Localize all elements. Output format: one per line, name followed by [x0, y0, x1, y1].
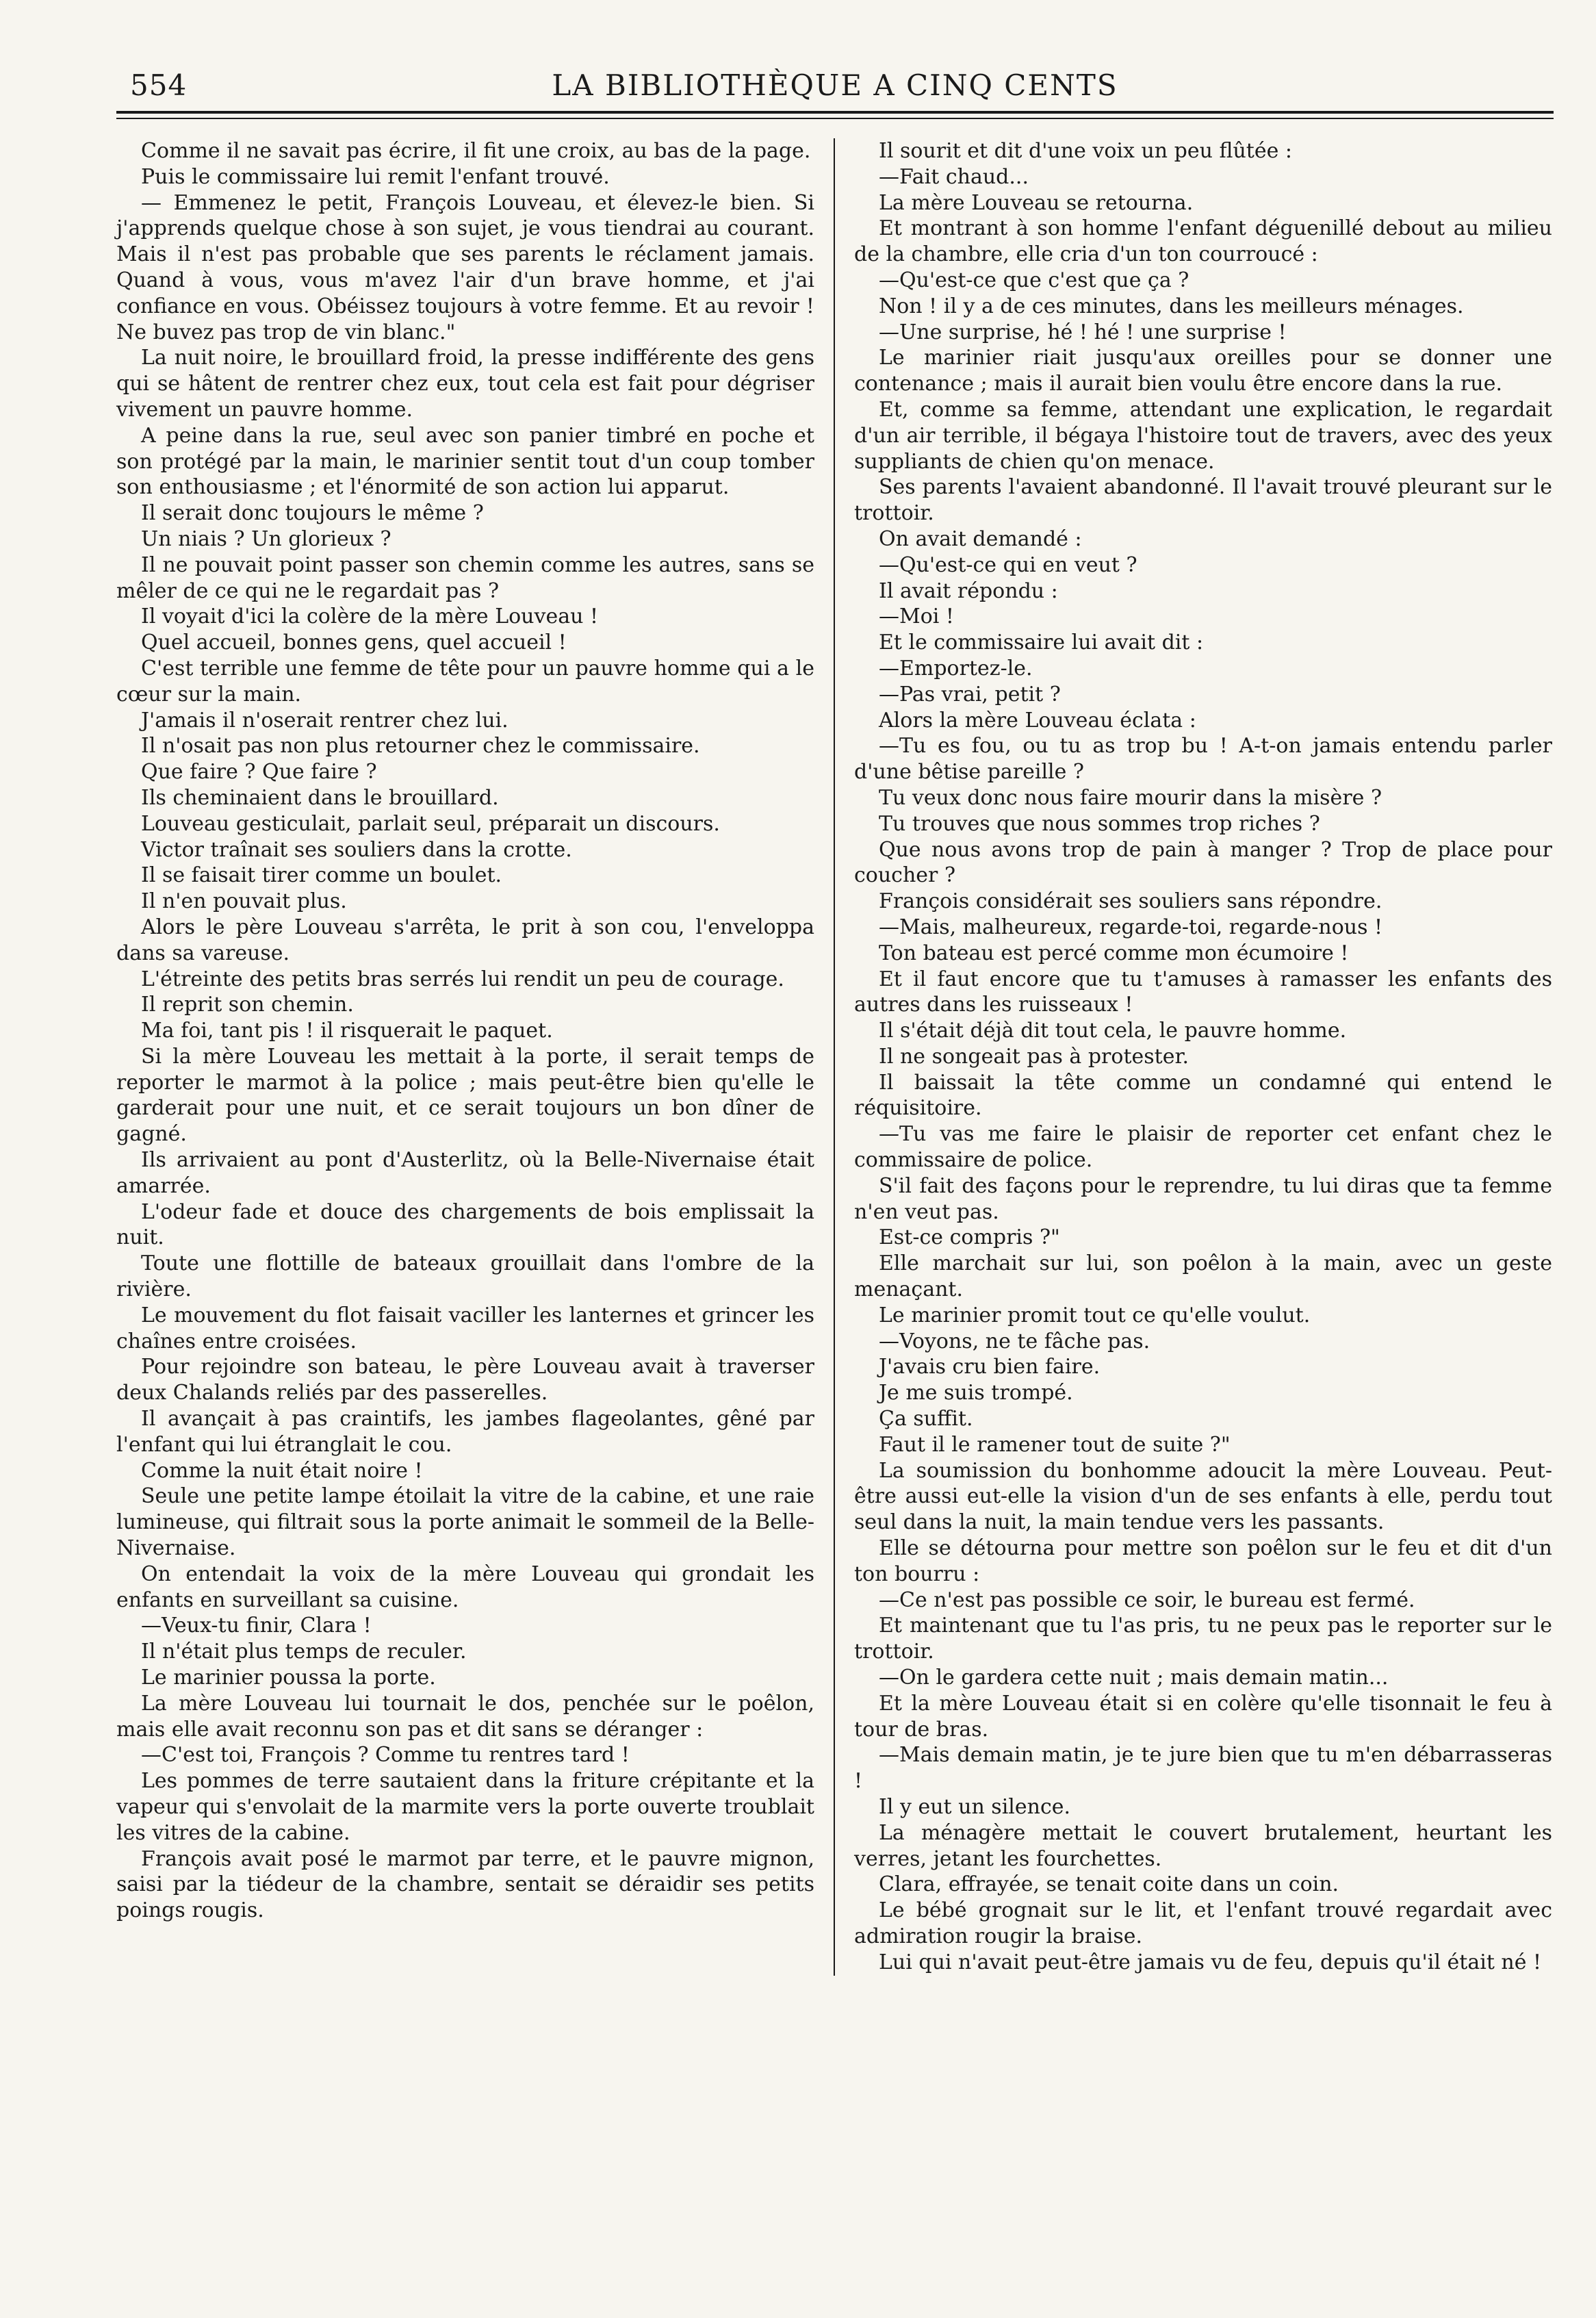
paragraph: Faut il le ramener tout de suite ?" — [879, 1432, 1231, 1457]
paragraph: On entendait la voix de la mère Louveau qui grondait les enfants en surveillant sa cuisine. — [116, 1562, 814, 1612]
paragraph: François avait posé le marmot par terre, et le pauvre mignon, saisi par la tiédeur de la chambre, sentait se déraidir ses petits poings rougis. — [116, 1846, 814, 1923]
paragraph: Seule une petite lampe étoilait la vitre de la cabine, et une raie lumineuse, qui filtrait sous la porte animait le sommeil de la Belle-Nivernaise. — [116, 1484, 814, 1561]
paragraph: Que nous avons trop de pain à manger ? Trop de place pour coucher ? — [854, 837, 1552, 888]
header-rule-thin — [116, 118, 1554, 119]
paragraph: Ils cheminaient dans le brouillard. — [141, 785, 499, 810]
text-columns — [116, 138, 1554, 1976]
paragraph: La soumission du bonhomme adoucit la mère Louveau. Peut-être aussi eut-elle la vision d'un de ses enfants à elle, perdu tout seul dans la nuit, la main tendue vers les passants. — [854, 1458, 1552, 1535]
paragraph: L'étreinte des petits bras serrés lui rendit un peu de courage. — [141, 967, 784, 991]
left-column — [116, 138, 814, 1976]
paragraph: Que faire ? Que faire ? — [141, 760, 377, 785]
paragraph: Il n'osait pas non plus retourner chez le commissaire. — [141, 734, 700, 759]
paragraph: Si la mère Louveau les mettait à la porte, il serait temps de reporter le marmot à la police ; mais peut-être bien qu'elle le garderait pour une nuit, et ce serait toujours un bon dîner de gagné. — [116, 1044, 814, 1147]
page-header — [116, 63, 1554, 105]
paragraph: Ils arrivaient au pont d'Austerlitz, où la Belle-Nivernaise était amarrée. — [116, 1148, 814, 1198]
paragraph: Il n'était plus temps de reculer. — [141, 1640, 467, 1664]
paragraph: Clara, effrayée, se tenait coite dans un coin. — [879, 1872, 1339, 1897]
paragraph: —Emportez-le. — [879, 656, 1033, 680]
paragraph: —Tu es fou, ou tu as trop bu ! A-t-on jamais entendu parler d'une bêtise pareille ? — [854, 734, 1552, 785]
paragraph: Toute une flottille de bateaux grouillait dans l'ombre de la rivière. — [116, 1251, 814, 1302]
paragraph: Louveau gesticulait, parlait seul, préparait un discours. — [141, 811, 720, 836]
paragraph: Lui qui n'avait peut-être jamais vu de feu, depuis qu'il était né ! — [879, 1950, 1542, 1974]
paragraph: Et il faut encore que tu t'amuses à ramasser les enfants des autres dans les ruisseaux ! — [854, 967, 1552, 1017]
header-rule-thick — [116, 111, 1554, 114]
paragraph: Et montrant à son homme l'enfant déguenillé debout au milieu de la chambre, elle cria d'un ton courroucé : — [854, 216, 1552, 267]
paragraph: Ma foi, tant pis ! il risquerait le paquet. — [141, 1019, 553, 1043]
paragraph: François considérait ses souliers sans répondre. — [879, 889, 1382, 914]
paragraph: Comme la nuit était noire ! — [141, 1458, 423, 1483]
paragraph: Et la mère Louveau était si en colère qu'elle tisonnait le feu à tour de bras. — [854, 1691, 1552, 1742]
paragraph: —Fait chaud... — [879, 164, 1029, 189]
paragraph: J'amais il n'oserait rentrer chez lui. — [141, 708, 509, 733]
page — [116, 63, 1554, 2288]
paragraph: Il y eut un silence. — [879, 1795, 1071, 1819]
paragraph: La mère Louveau lui tournait le dos, penchée sur le poêlon, mais elle avait reconnu son pas et dit sans se déranger : — [116, 1691, 814, 1742]
paragraph: Le marinier poussa la porte. — [141, 1666, 436, 1690]
paragraph: Tu veux donc nous faire mourir dans la misère ? — [879, 785, 1382, 810]
paragraph: Il s'était déjà dit tout cela, le pauvre homme. — [879, 1019, 1347, 1043]
paragraph: On avait demandé : — [879, 526, 1082, 551]
paragraph: Ça suffit. — [879, 1407, 973, 1431]
paragraph: Il avançait à pas craintifs, les jambes flageolantes, gêné par l'enfant qui lui étranglait le cou. — [116, 1407, 814, 1457]
paragraph: La mère Louveau se retourna. — [879, 190, 1194, 215]
paragraph: —Pas vrai, petit ? — [879, 682, 1061, 706]
paragraph: —Une surprise, hé ! hé ! une surprise ! — [879, 320, 1287, 344]
paragraph: Alors la mère Louveau éclata : — [879, 708, 1196, 733]
paragraph: L'odeur fade et douce des chargements de bois emplissait la nuit. — [116, 1199, 814, 1250]
paragraph: —Moi ! — [879, 604, 954, 629]
paragraph: Il sourit et dit d'une voix un peu flûtée : — [879, 139, 1292, 163]
running-title: LA BIBLIOTHÈQUE A CINQ CENTS — [552, 68, 1118, 102]
paragraph: Et le commissaire lui avait dit : — [879, 631, 1204, 655]
paragraph: Comme il ne savait pas écrire, il fit une croix, au bas de la page. — [141, 139, 811, 163]
paragraph: Quel accueil, bonnes gens, quel accueil ! — [141, 631, 567, 655]
paragraph: Et, comme sa femme, attendant une explication, le regardait d'un air terrible, il bégaya l'histoire tout de travers, avec des yeux suppliants de chien qu'on menace. — [854, 397, 1552, 474]
paragraph: —Ce n'est pas possible ce soir, le bureau est fermé. — [879, 1588, 1415, 1612]
page-number: 554 — [130, 68, 188, 102]
paragraph: Les pommes de terre sautaient dans la friture crépitante et la vapeur qui s'envolait de la marmite vers la porte ouverte troublait les vitres de la cabine. — [116, 1769, 814, 1845]
paragraph: Pour rejoindre son bateau, le père Louveau avait à traverser deux Chalands reliés par des passerelles. — [116, 1355, 814, 1405]
paragraph: —Veux-tu finir, Clara ! — [141, 1614, 372, 1638]
paragraph: —C'est toi, François ? Comme tu rentres tard ! — [141, 1743, 630, 1768]
paragraph: Il n'en pouvait plus. — [141, 889, 347, 914]
paragraph: C'est terrible une femme de tête pour un pauvre homme qui a le cœur sur la main. — [116, 656, 814, 706]
paragraph: Il reprit son chemin. — [141, 993, 354, 1017]
paragraph: Le marinier promit tout ce qu'elle voulut. — [879, 1303, 1311, 1327]
paragraph: Le marinier riait jusqu'aux oreilles pour se donner une contenance ; mais il aurait bien voulu être encore dans la rue. — [854, 346, 1552, 396]
paragraph: Ses parents l'avaient abandonné. Il l'avait trouvé pleurant sur le trottoir. — [854, 475, 1552, 526]
paragraph: —On le gardera cette nuit ; mais demain matin... — [879, 1666, 1389, 1690]
paragraph: Puis le commissaire lui remit l'enfant trouvé. — [141, 164, 610, 189]
column-separator — [834, 138, 835, 1976]
paragraph: Un niais ? Un glorieux ? — [141, 526, 391, 551]
paragraph: Elle se détourna pour mettre son poêlon sur le feu et dit d'un ton bourru : — [854, 1536, 1552, 1586]
paragraph: Il serait donc toujours le même ? — [141, 501, 484, 526]
paragraph: —Tu vas me faire le plaisir de reporter cet enfant chez le commissaire de police. — [854, 1122, 1552, 1173]
paragraph: —Mais demain matin, je te jure bien que tu m'en débarrasseras ! — [854, 1743, 1552, 1794]
paragraph: Elle marchait sur lui, son poêlon à la main, avec un geste menaçant. — [854, 1251, 1552, 1302]
paragraph: J'avais cru bien faire. — [879, 1355, 1101, 1379]
paragraph: Il voyait d'ici la colère de la mère Louveau ! — [141, 604, 598, 629]
paragraph: —Mais, malheureux, regarde-toi, regarde-nous ! — [879, 915, 1383, 939]
paragraph: Il baissait la tête comme un condamné qui entend le réquisitoire. — [854, 1070, 1552, 1121]
paragraph: — Emmenez le petit, François Louveau, et élevez-le bien. Si j'apprends quelque chose à son sujet, je vous tiendrai au courant. Mais il n'est pas probable que ses parents le réclament jamais. Quand à vous, vous m'avez l'air d'un brave homme, et j'ai confiance en vous. Obéissez toujours à votre femme. Et au revoir ! Ne buvez pas trop de vin blanc." — [116, 190, 814, 344]
paragraph: La nuit noire, le brouillard froid, la presse indifférente des gens qui se hâtent de rentrer chez eux, tout cela est fait pour dégriser vivement un pauvre homme. — [116, 346, 814, 422]
paragraph: Victor traînait ses souliers dans la crotte. — [141, 837, 572, 862]
paragraph: Tu trouves que nous sommes trop riches ? — [879, 811, 1320, 836]
paragraph: —Qu'est-ce que c'est que ça ? — [879, 268, 1189, 292]
paragraph: Est-ce compris ?" — [879, 1225, 1060, 1250]
right-column — [854, 138, 1552, 1976]
paragraph: Le bébé grognait sur le lit, et l'enfant trouvé regardait avec admiration rougir la braise. — [854, 1898, 1552, 1948]
paragraph: Il ne pouvait point passer son chemin comme les autres, sans se mêler de ce qui ne le regardait pas ? — [116, 552, 814, 603]
paragraph: Alors le père Louveau s'arrêta, le prit à son cou, l'enveloppa dans sa vareuse. — [116, 915, 814, 965]
paragraph: S'il fait des façons pour le reprendre, tu lui diras que ta femme n'en veut pas. — [854, 1173, 1552, 1224]
paragraph: —Qu'est-ce qui en veut ? — [879, 552, 1137, 577]
paragraph: Je me suis trompé. — [879, 1381, 1073, 1405]
paragraph: —Voyons, ne te fâche pas. — [879, 1329, 1150, 1353]
paragraph: La ménagère mettait le couvert brutalement, heurtant les verres, jetant les fourchettes. — [854, 1820, 1552, 1871]
paragraph: Il ne songeait pas à protester. — [879, 1044, 1189, 1069]
paragraph: Non ! il y a de ces minutes, dans les meilleurs ménages. — [879, 294, 1464, 318]
paragraph: Et maintenant que tu l'as pris, tu ne peux pas le reporter sur le trottoir. — [854, 1614, 1552, 1664]
paragraph: Le mouvement du flot faisait vaciller les lanternes et grincer les chaînes entre croisées. — [116, 1303, 814, 1353]
paragraph: A peine dans la rue, seul avec son panier timbré en poche et son protégé par la main, le marinier sentit tout d'un coup tomber son enthousiasme ; et l'énormité de son action lui apparut. — [116, 423, 814, 500]
paragraph: Ton bateau est percé comme mon écumoire ! — [879, 941, 1349, 965]
paragraph: Il avait répondu : — [879, 578, 1058, 603]
paragraph: Il se faisait tirer comme un boulet. — [141, 863, 502, 888]
